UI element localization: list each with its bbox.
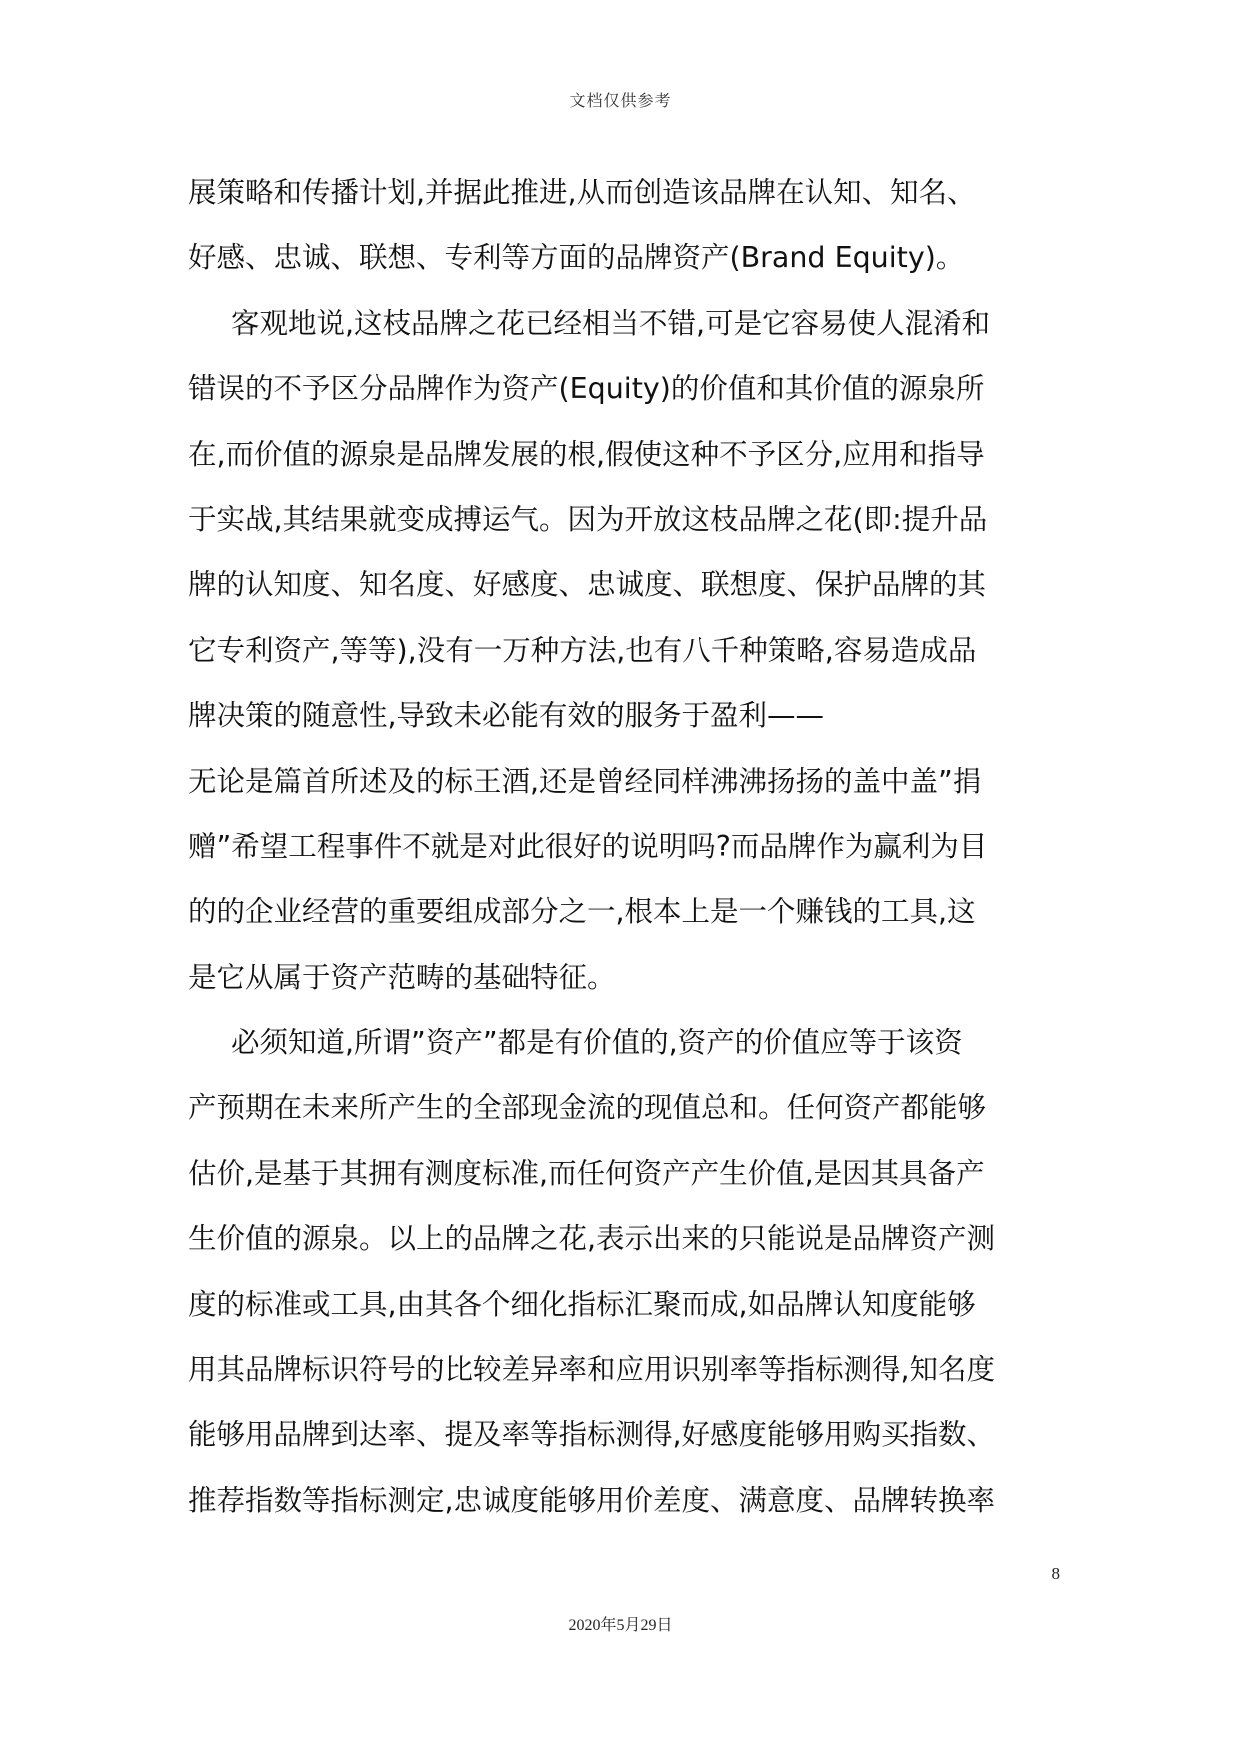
body-line: 牌的认知度、知名度、好感度、忠诚度、联想度、保护品牌的其 (188, 568, 987, 602)
page-number: 8 (1051, 1564, 1060, 1583)
body-line: 无论是篇首所述及的标王酒,还是曾经同样沸沸扬扬的盖中盖”捐 (188, 764, 982, 798)
body-line: 在,而价值的源泉是品牌发展的根,假使这种不予区分,应用和指导 (188, 437, 985, 471)
body-line: 它专利资产,等等),没有一万种方法,也有八千种策略,容易造成品 (188, 633, 977, 667)
document-header: 文档仅供参考 (569, 91, 672, 110)
body-line: 好感、忠诚、联想、专利等方面的品牌资产(Brand Equity)。 (188, 241, 965, 275)
body-line: 用其品牌标识符号的比较差异率和应用识别率等指标测得,知名度 (188, 1353, 996, 1387)
body-line: 错误的不予区分品牌作为资产(Equity)的价值和其价值的源泉所 (188, 372, 985, 406)
body-line: 能够用品牌到达率、提及率等指标测得,好感度能够用购买指数、 (188, 1418, 996, 1452)
body-line: 的的企业经营的重要组成部分之一,根本上是一个赚钱的工具,这 (188, 895, 976, 929)
body-line: 牌决策的随意性,导致未必能有效的服务于盈利—— (188, 699, 825, 733)
document-body (188, 160, 1058, 1533)
body-line: 展策略和传播计划,并据此推进,从而创造该品牌在认知、知名、 (188, 176, 976, 209)
body-line: 生价值的源泉。以上的品牌之花,表示出来的只能说是品牌资产测 (188, 1222, 996, 1256)
body-line: 于实战,其结果就变成搏运气。因为开放这枝品牌之花(即:提升品 (188, 502, 988, 536)
body-line: 是它从属于资产范畴的基础特征。 (188, 960, 616, 994)
body-line: 必须知道,所谓”资产”都是有价值的,资产的价值应等于该资 (231, 1026, 963, 1060)
body-line: 估价,是基于其拥有测度标准,而任何资产产生价值,是因其具备产 (188, 1156, 985, 1190)
body-line: 度的标准或工具,由其各个细化指标汇聚而成,如品牌认知度能够 (188, 1287, 976, 1321)
footer-date: 2020年5月29日 (568, 1617, 673, 1634)
body-line: 推荐指数等指标测定,忠诚度能够用价差度、满意度、品牌转换率 (188, 1483, 996, 1517)
body-line: 赠”希望工程事件不就是对此很好的说明吗?而品牌作为赢利为目 (188, 829, 988, 863)
body-line: 产预期在未来所产生的全部现金流的现值总和。任何资产都能够 (188, 1091, 987, 1125)
body-line: 客观地说,这枝品牌之花已经相当不错,可是它容易使人混淆和 (231, 306, 991, 340)
